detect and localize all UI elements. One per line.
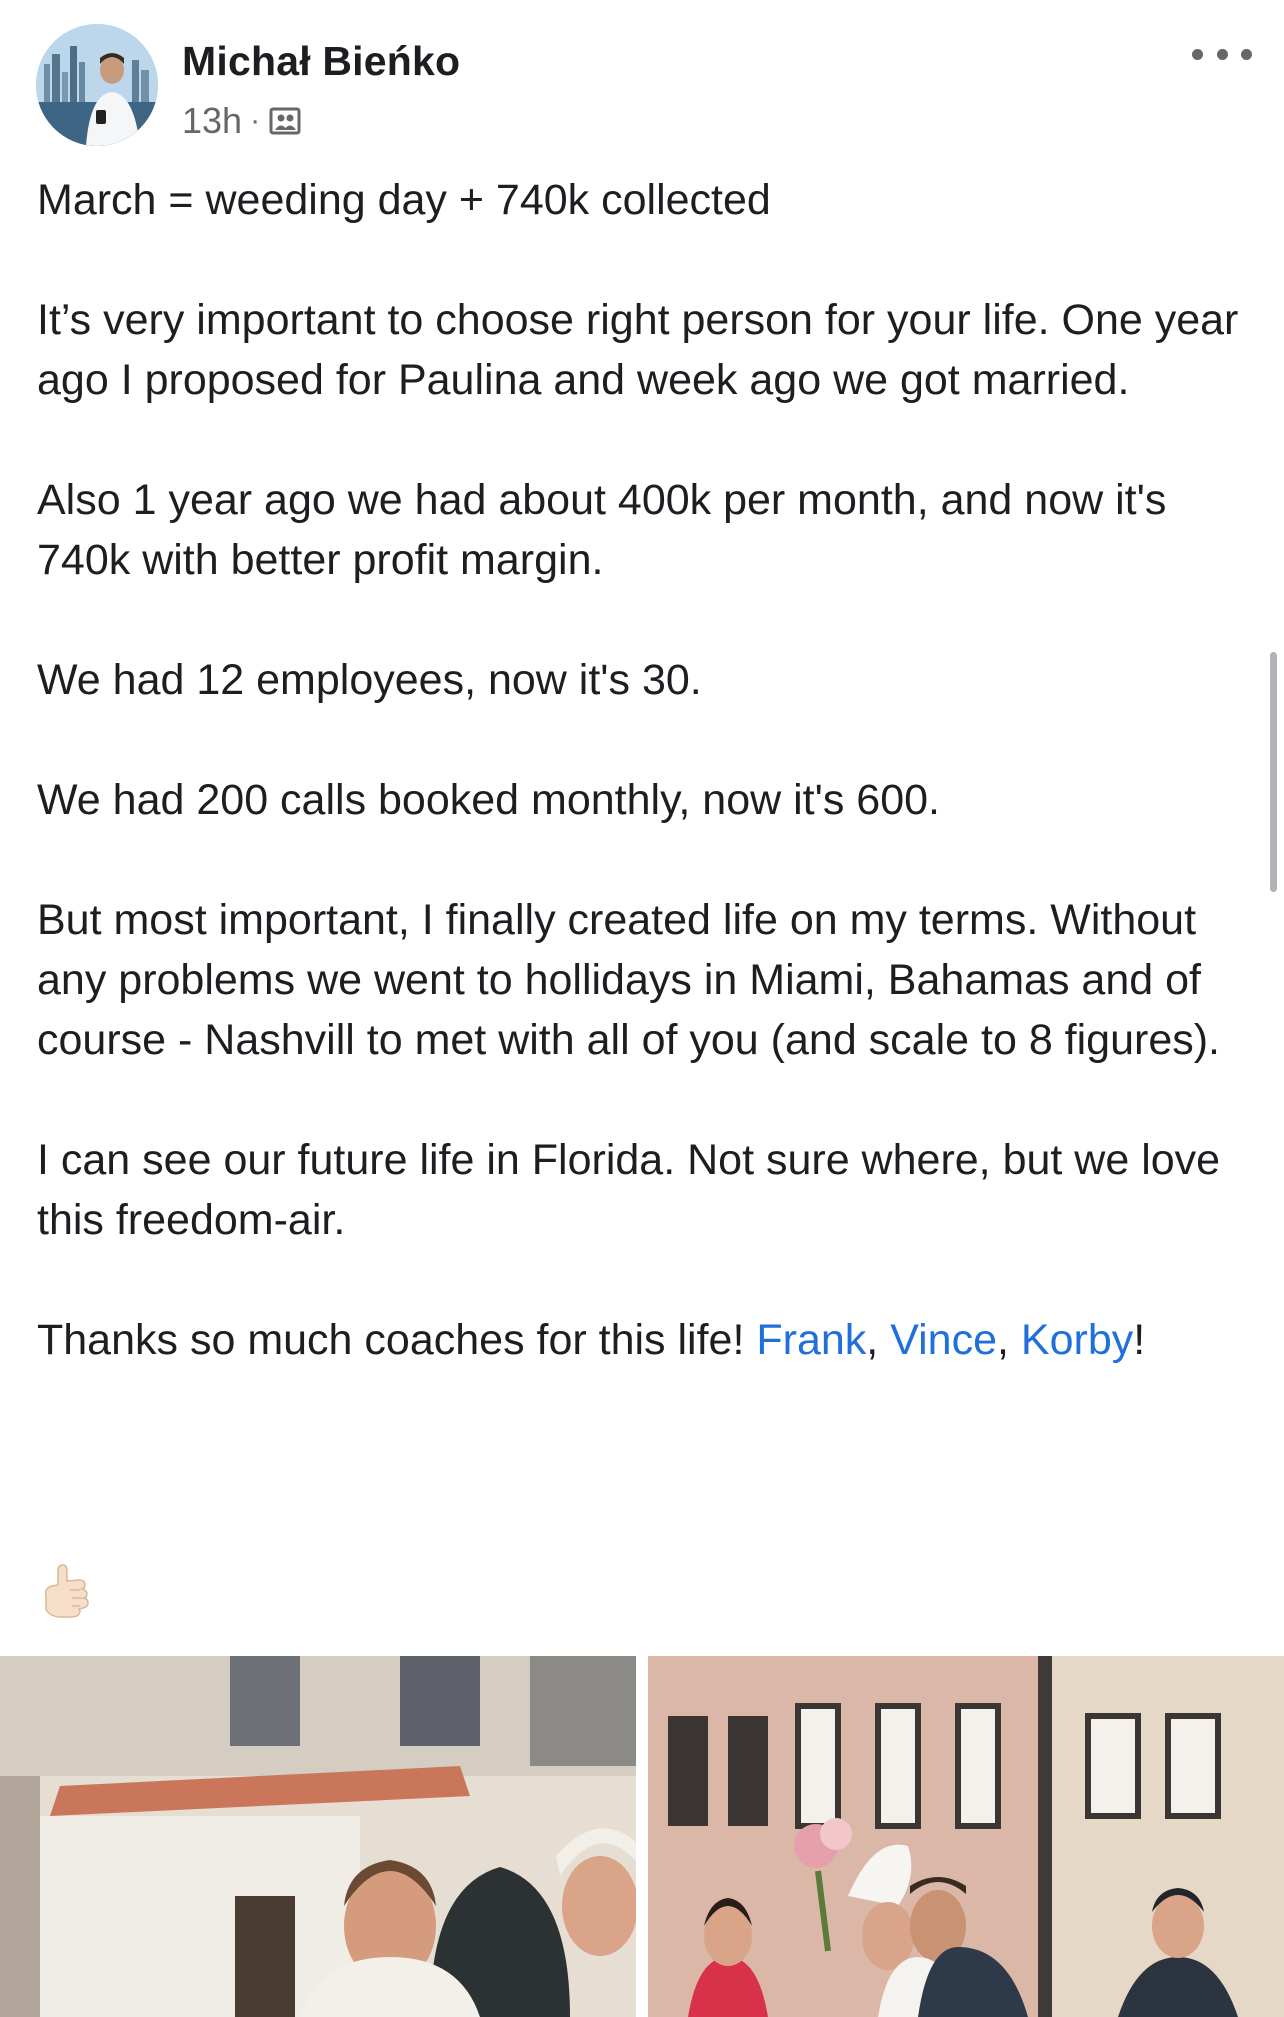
thanks-suffix: ! xyxy=(1133,1316,1146,1364)
post-photo-1[interactable] xyxy=(0,1656,636,2017)
scrollbar[interactable] xyxy=(1270,652,1277,892)
tag-vince[interactable]: Vince xyxy=(890,1316,997,1364)
call-me-hand-icon xyxy=(36,1562,96,1622)
post-paragraph: I can see our future life in Florida. Not sure where, but we love this freedom-air. xyxy=(37,1136,1221,1244)
post-paragraph: March = weeding day + 740k collected xyxy=(37,176,771,224)
tag-separator: , xyxy=(997,1316,1021,1364)
author-name[interactable]: Michał Bieńko xyxy=(182,38,461,84)
thanks-text: Thanks so much coaches for this life! xyxy=(37,1316,757,1364)
post-paragraph: We had 200 calls booked monthly, now it's 600. xyxy=(37,776,940,824)
dot xyxy=(1192,49,1203,60)
dot xyxy=(1241,49,1252,60)
tag-separator: , xyxy=(866,1316,891,1364)
group-audience-icon[interactable] xyxy=(268,104,302,138)
photo-wedding-couple xyxy=(0,1656,636,2017)
post-paragraph: Also 1 year ago we had about 400k per month, and now it's 740k with better profit margin. xyxy=(37,476,1167,584)
meta-separator: · xyxy=(250,104,261,137)
photo-wedding-kiss xyxy=(648,1656,1284,2017)
more-options-icon[interactable] xyxy=(1192,36,1252,72)
post-paragraph: It’s very important to choose right person for your life. One year ago I proposed for Paulina and week ago we got married. xyxy=(37,296,1239,404)
avatar[interactable] xyxy=(36,24,158,146)
avatar-photo xyxy=(36,24,158,146)
post-paragraph: But most important, I finally created life on my terms. Without any problems we went to hollidays in Miami, Bahamas and of course - Nashvill to met with all of you (and scale to 8 figures). xyxy=(37,896,1221,1064)
tag-frank[interactable]: Frank xyxy=(756,1316,867,1364)
post-meta xyxy=(182,100,302,142)
post-timestamp[interactable]: 13h xyxy=(182,100,243,141)
post-text xyxy=(37,170,1257,1370)
post-paragraph: We had 12 employees, now it's 30. xyxy=(37,656,702,704)
thanks-paragraph xyxy=(37,1310,1257,1370)
tag-korby[interactable]: Korby xyxy=(1020,1316,1134,1364)
dot xyxy=(1217,49,1228,60)
post-photo-2[interactable] xyxy=(648,1656,1284,2017)
